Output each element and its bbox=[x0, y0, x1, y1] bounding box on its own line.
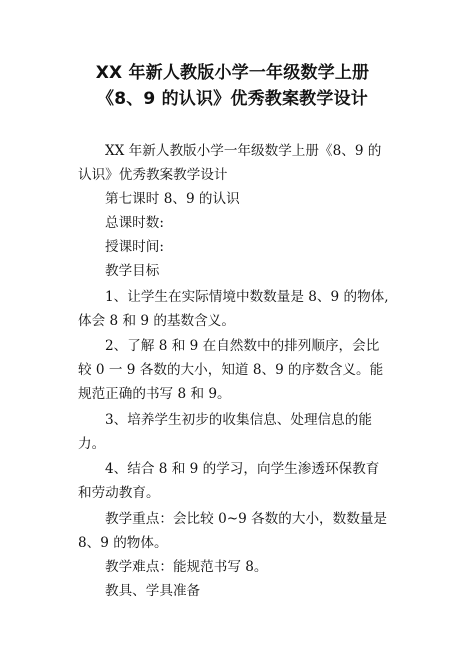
intro-line-2: 认识》优秀教案教学设计 bbox=[78, 167, 228, 183]
intro-line-1: XX 年新人教版小学一年级数学上册《8、9 的 bbox=[105, 143, 382, 159]
objectives-heading: 教学目标 bbox=[105, 263, 160, 279]
objective-1-line-2: 体会 8 和 9 的基数含义。 bbox=[78, 313, 235, 329]
key-point-line-2: 8、9 的物体。 bbox=[78, 535, 168, 551]
total-hours-label: 总课时数: bbox=[105, 215, 164, 231]
objective-2-line-2: 较 0 一 9 各数的大小，知道 8、9 的序数含义。能 bbox=[78, 362, 384, 378]
objective-4-line-1: 4、结合 8 和 9 的学习，向学生渗透环保教育 bbox=[105, 461, 380, 477]
objective-4-line-2: 和劳动教育。 bbox=[78, 485, 160, 501]
document-title-line-1: XX 年新人教版小学一年级数学上册 bbox=[95, 63, 370, 83]
objective-3-line-1: 3、培养学生初步的收集信息、处理信息的能 bbox=[105, 412, 372, 428]
objective-3-line-2: 力。 bbox=[78, 436, 106, 452]
objective-2-line-3: 规范正确的书写 8 和 9。 bbox=[78, 386, 231, 402]
document-title-line-2: 《8、9 的认识》优秀教案教学设计 bbox=[97, 89, 368, 109]
objective-2-line-1: 2、了解 8 和 9 在自然数中的排列顺序，会比 bbox=[105, 338, 380, 354]
key-point-line-1: 教学重点：会比较 0~9 各数的大小，数数量是 bbox=[105, 511, 388, 527]
lesson-heading: 第七课时 8、9 的认识 bbox=[105, 191, 240, 207]
materials-heading: 教具、学具准备 bbox=[105, 583, 201, 599]
difficulty-line: 教学难点：能规范书写 8。 bbox=[105, 559, 268, 575]
objective-1-line-1: 1、让学生在实际情境中数数量是 8、9 的物体, bbox=[105, 289, 389, 305]
teaching-time-label: 授课时间: bbox=[105, 239, 164, 255]
